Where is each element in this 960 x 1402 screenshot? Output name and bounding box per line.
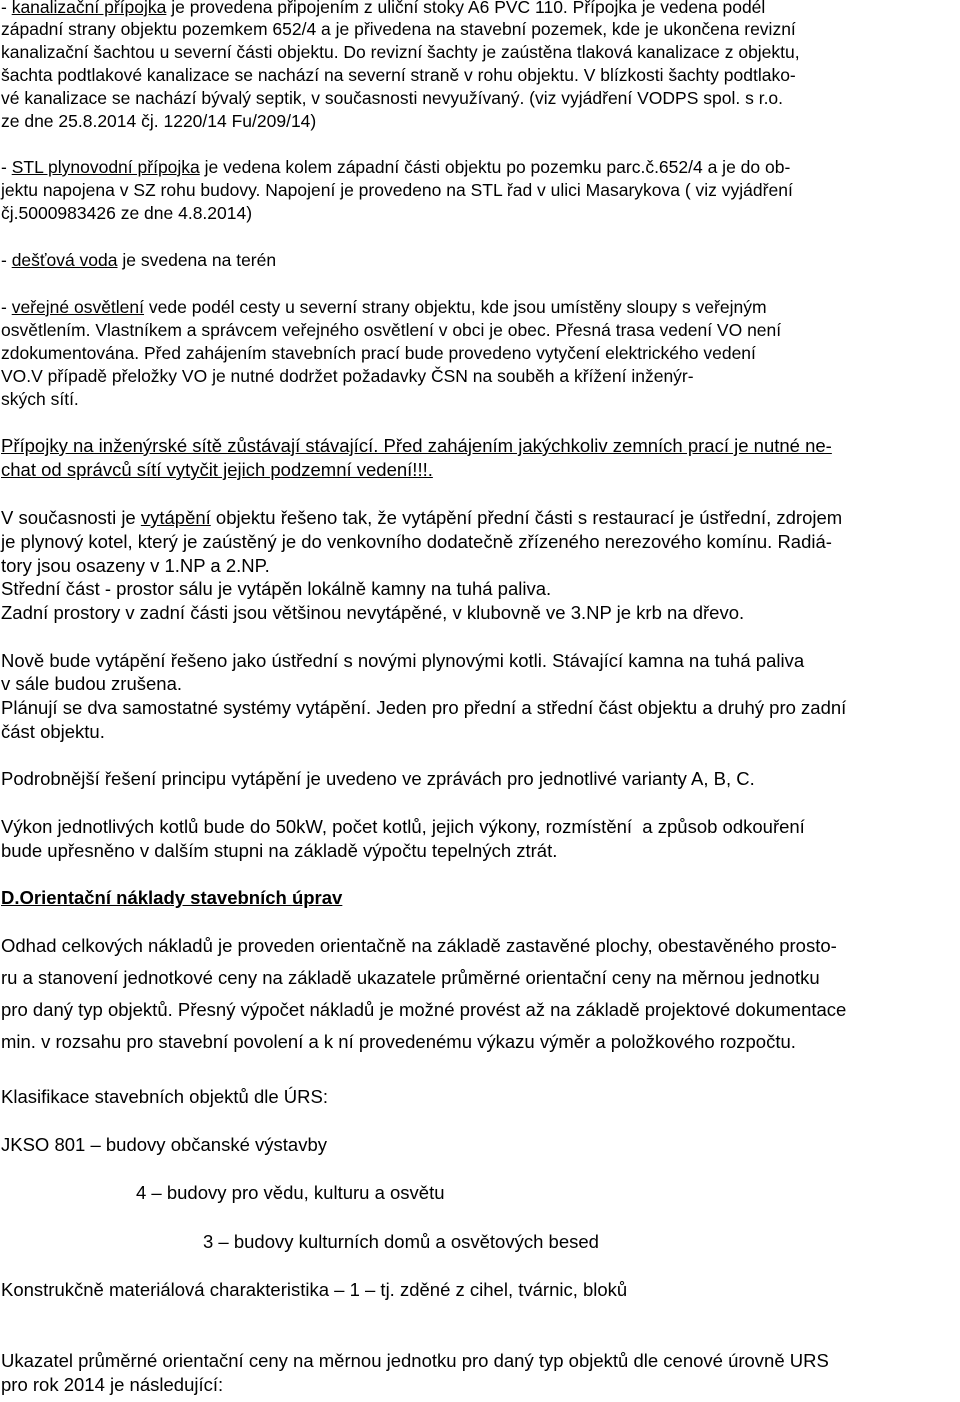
konstrukcne-line: Konstrukčně materiálová charakteristika – 1 – tj. zděné z cihel, tvárnic, bloků xyxy=(1,1279,628,1300)
bullet-dash: - xyxy=(1,157,12,177)
jkso-3-line: 3 – budovy kulturních domů a osvětových besed xyxy=(203,1231,599,1252)
vytapeni-line-4: Střední část - prostor sálu je vytápěn lokálně kamny na tuhá paliva. xyxy=(1,578,552,599)
osvetleni-term: veřejné osvětlení xyxy=(11,297,145,317)
plyn-line-3: čj.5000983426 ze dne 4.8.2014) xyxy=(1,203,253,223)
bullet-dash: - xyxy=(1,297,12,317)
pripojky-notice-line-2: chat od správců sítí vytyčit jejich podzemní vedení!!!. xyxy=(1,459,433,480)
kanalizace-term: kanalizační přípojka xyxy=(11,0,167,17)
odhad-line-2: ru a stanovení jednotkové ceny na základě ukazatele průměrné orientační ceny na měrnou jednotku xyxy=(1,967,820,988)
odhad-line-4: min. v rozsahu pro stavební povolení a k ní provedenému výkazu výměr a položkového rozpočtu. xyxy=(1,1031,796,1052)
kanalizace-line-2: západní strany objektu pozemkem 652/4 a je přivedena na stavební pozemek, kde je ukončena revizní xyxy=(1,19,796,39)
text-span: vede podél cesty u severní strany objektu, kde jsou umístěny sloupy s veřejným xyxy=(144,297,767,317)
ukazatel-line-1: Ukazatel průměrné orientační ceny na měrnou jednotku pro daný typ objektů dle cenové úrovně URS xyxy=(1,1350,829,1371)
vytapeni-line-2: je plynový kotel, který je zaústěný je do venkovního dodatečně zřízeného nerezového komínu. Radiá- xyxy=(1,531,832,552)
kanalizace-line-3: kanalizační šachtou u severní části objektu. Do revizní šachty je zaústěna tlaková kanalizace z objektu, xyxy=(1,42,800,62)
text-span: objektu řešeno tak, že vytápění přední části s restaurací je ústřední, zdrojem xyxy=(210,507,843,528)
osvetleni-line-5: ských sítí. xyxy=(1,389,79,409)
kanalizace-line-6: ze dne 25.8.2014 čj. 1220/14 Fu/209/14) xyxy=(1,111,317,131)
osvetleni-line-2: osvětlením. Vlastníkem a správcem veřejného osvětlení v obci je obec. Přesná trasa vedení VO není xyxy=(1,320,782,340)
osvetleni-line-4: VO.V případě přeložky VO je nutné dodržet požadavky ČSN na souběh a křížení inženýr- xyxy=(1,366,694,386)
odhad-line-1: Odhad celkových nákladů je proveden orientačně na základě zastavěné plochy, obestavěného prosto- xyxy=(1,935,837,956)
text-span: je provedena připojením z uliční stoky A6 PVC 110. Přípojka je vedena podél xyxy=(166,0,766,17)
podrobnejsi-line: Podrobnější řešení principu vytápění je uvedeno ve zprávách pro jednotlivé varianty A, B, C. xyxy=(1,768,755,789)
destova-line xyxy=(1,249,276,271)
nove-vytapeni-line-2: v sále budou zrušena. xyxy=(1,673,183,694)
pripojky-notice-line-1: Přípojky na inženýrské sítě zůstávají stávající. Před zahájením jakýchkoliv zemních prací je nutné ne- xyxy=(1,435,832,456)
text-span: V současnosti je xyxy=(1,507,141,528)
destova-term: dešťová voda xyxy=(11,250,118,270)
vykon-line-2: bude upřesněno v dalším stupni na základě výpočtu tepelných ztrát. xyxy=(1,840,558,861)
vykon-line-1: Výkon jednotlivých kotlů bude do 50kW, počet kotlů, jejich výkony, rozmístění a způsob odkouření xyxy=(1,816,805,837)
jkso-4-line: 4 – budovy pro vědu, kulturu a osvětu xyxy=(136,1182,445,1203)
ukazatel-line-2: pro rok 2014 je následující: xyxy=(1,1374,224,1395)
osvetleni-line-1 xyxy=(1,296,767,318)
bullet-dash: - xyxy=(1,0,12,17)
nove-vytapeni-line-1: Nově bude vytápění řešeno jako ústřední s novými plynovými kotli. Stávající kamna na tuhá paliva xyxy=(1,650,805,671)
kanalizace-line-1 xyxy=(1,0,765,18)
nove-vytapeni-line-4: část objektu. xyxy=(1,721,105,742)
osvetleni-line-3: zdokumentována. Před zahájením stavebních prací bude provedeno vytyčení elektrického vedení xyxy=(1,343,756,363)
plyn-term: STL plynovodní přípojka xyxy=(11,157,200,177)
odhad-line-3: pro daný typ objektů. Přesný výpočet nákladů je možné provést až na základě projektové dokumentace xyxy=(1,999,847,1020)
plyn-line-1 xyxy=(1,156,790,178)
text-span: je vedena kolem západní části objektu po pozemku parc.č.652/4 a je do ob- xyxy=(199,157,791,177)
kanalizace-line-5: vé kanalizace se nachází bývalý septik, v současnosti nevyužívaný. (viz vyjádření VODPS spol. s r.o. xyxy=(1,88,784,108)
kanalizace-line-4: šachta podtlakové kanalizace se nachází na severní straně v rohu objektu. V blízkosti šachty podtlako- xyxy=(1,65,796,85)
vytapeni-term: vytápění xyxy=(140,507,211,528)
text-span: je svedena na terén xyxy=(117,250,277,270)
vytapeni-line-3: tory jsou osazeny v 1.NP a 2.NP. xyxy=(1,555,270,576)
nove-vytapeni-line-3: Plánují se dva samostatné systémy vytápění. Jeden pro přední a střední část objektu a druhý pro zadní xyxy=(1,697,847,718)
jkso-line: JKSO 801 – budovy občanské výstavby xyxy=(1,1134,327,1155)
klasifikace-line: Klasifikace stavebních objektů dle ÚRS: xyxy=(1,1086,329,1107)
bullet-dash: - xyxy=(1,250,12,270)
plyn-line-2: jektu napojena v SZ rohu budovy. Napojení je provedeno na STL řad v ulici Masarykova ( viz vyjádření xyxy=(1,180,793,200)
section-heading: D.Orientační náklady stavebních úprav xyxy=(1,887,343,908)
vytapeni-line-1 xyxy=(1,507,842,529)
vytapeni-line-5: Zadní prostory v zadní části jsou většinou nevytápěné, v klubovně ve 3.NP je krb na dřevo. xyxy=(1,602,745,623)
